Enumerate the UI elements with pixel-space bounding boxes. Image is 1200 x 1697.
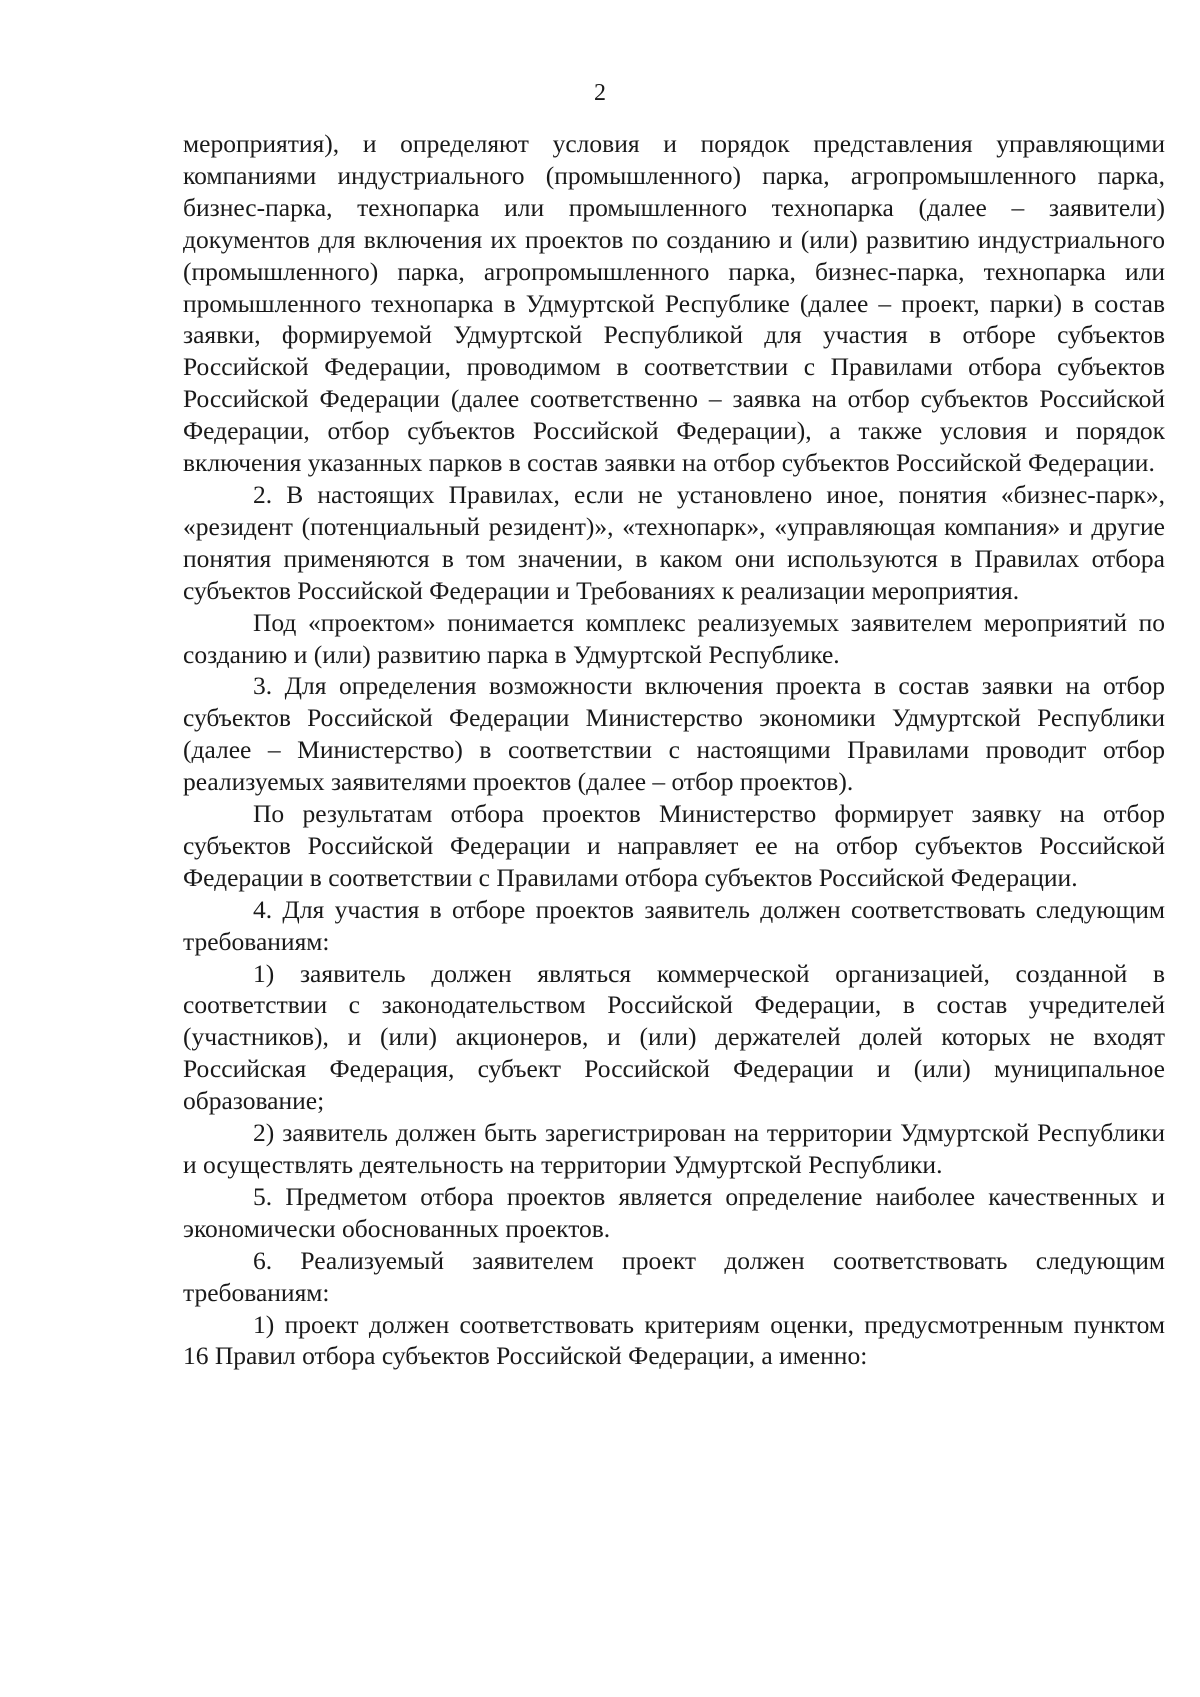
paragraph-clause-6-item-1: 1) проект должен соответствовать критериям оценки, предусмотренным пунктом 16 Правил отбора субъектов Российской Федерации, а именно: <box>183 1309 1165 1371</box>
paragraph-selection-results: По результатам отбора проектов Министерство формирует заявку на отбор субъектов Российской Федерации и направляет ее на отбор субъектов Российской Федерации в соответствии с Правилами отбора субъектов Российской Федерации. <box>183 799 1165 892</box>
paragraph-clause-2: 2. В настоящих Правилах, если не установлено иное, понятия «бизнес-парк», «резидент (потенциальный резидент)», «технопарк», «управляющая компания» и другие понятия применяются в том значении, в каком они используются в Правилах отбора субъектов Российской Федерации и Требованиях к реализации мероприятия. <box>183 479 1165 605</box>
paragraph-project-definition: Под «проектом» понимается комплекс реализуемых заявителем мероприятий по созданию и (или) развитию парка в Удмуртской Республике. <box>183 607 1165 669</box>
paragraph-clause-5: 5. Предметом отбора проектов является определение наиболее качественных и экономически обоснованных проектов. <box>183 1181 1165 1243</box>
document-body <box>183 128 1165 1372</box>
paragraph-clause-4: 4. Для участия в отборе проектов заявитель должен соответствовать следующим требованиям: <box>183 894 1165 956</box>
paragraph-clause-4-item-2: 2) заявитель должен быть зарегистрирован на территории Удмуртской Республики и осуществлять деятельность на территории Удмуртской Республики. <box>183 1118 1165 1179</box>
paragraph-clause-4-item-1: 1) заявитель должен являться коммерческой организацией, созданной в соответствии с законодательством Российской Федерации, в состав учредителей (участников), и (или) акционеров, и (или) держателей долей которых не входят Российская Федерация, субъект Российской Федерации и (или) муниципальное образование; <box>183 958 1165 1116</box>
page-number: 2 <box>594 80 606 106</box>
paragraph-continuation: мероприятия), и определяют условия и порядок представления управляющими компаниями индустриального (промышленного) парка, агропромышленного парка, бизнес-парка, технопарка или промышленного технопарка (далее – заявители) документов для включения их проектов по созданию и (или) развитию индустриального (промышленного) парка, агропромышленного парка, бизнес-парка, технопарка или промышленного технопарка в Удмуртской Республике (далее – проект, парки) в состав заявки, формируемой Удмуртской Республикой для участия в отборе субъектов Российской Федерации, проводимом в соответствии с Правилами отбора субъектов Российской Федерации (далее соответственно – заявка на отбор субъектов Российской Федерации, отбор субъектов Российской Федерации), а также условия и порядок включения указанных парков в состав заявки на отбор субъектов Российской Федерации. <box>183 129 1165 478</box>
paragraph-clause-3: 3. Для определения возможности включения проекта в состав заявки на отбор субъектов Российской Федерации Министерство экономики Удмуртской Республики (далее – Министерство) в соответствии с настоящими Правилами проводит отбор реализуемых заявителями проектов (далее – отбор проектов). <box>183 671 1165 797</box>
paragraph-clause-6: 6. Реализуемый заявителем проект должен соответствовать следующим требованиям: <box>183 1245 1165 1307</box>
